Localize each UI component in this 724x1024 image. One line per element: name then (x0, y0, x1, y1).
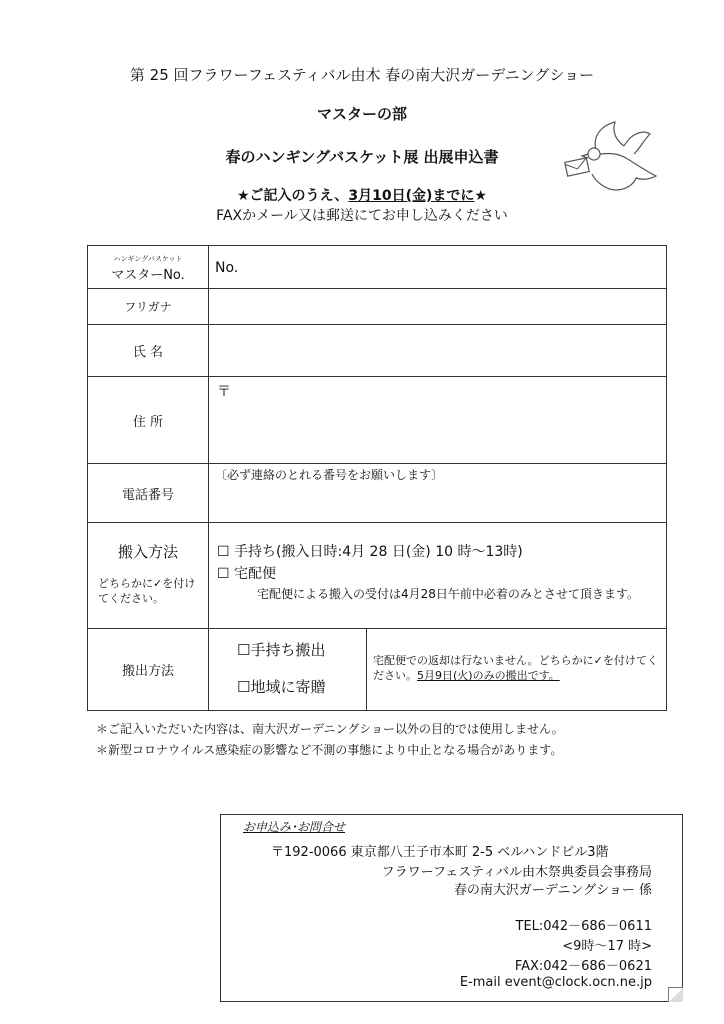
delivery-out-note-cell (367, 629, 667, 711)
delivery-out-note-a: 宅配便での返却は行ないません。どちらかに✓を付けてください。 (373, 654, 658, 682)
checkbox-icon[interactable]: ☐ (237, 678, 251, 696)
master-no-label (88, 246, 209, 289)
delivery-in-label-cell (88, 523, 209, 629)
section-title: マスターの部 (316, 105, 407, 123)
delivery-out-opt2-text: 地域に寄贈 (250, 678, 326, 696)
checkbox-icon[interactable]: ☐ (217, 566, 230, 582)
delivery-out-note-b: 5月9日(火)のみの搬出です。 (417, 669, 560, 682)
contact-box (220, 814, 683, 1002)
delivery-out-opt1-text: 手持ち搬出 (250, 641, 326, 659)
delivery-in-options (209, 523, 667, 629)
delivery-out-options (209, 629, 367, 711)
delivery-in-opt1-text: 手持ち(搬入日時:4月 28 日(金) 10 時～13時) (234, 544, 523, 560)
contact-email[interactable]: E-mail event@clock.ocn.ne.jp (459, 975, 652, 990)
address-field[interactable] (209, 377, 667, 464)
delivery-in-label: 搬入方法 (117, 543, 178, 561)
master-no-ruby: ハンギングバスケット (113, 254, 183, 263)
phone-label: 電話番号 (88, 464, 209, 523)
delivery-in-opt2-note: 宅配便による搬入の受付は4月28日午前中必着のみとさせて頂きます。 (257, 587, 639, 601)
phone-field[interactable] (209, 464, 667, 523)
event-title: 第 25 回フラワーフェスティバル由木 春の南大沢ガーデニングショー (129, 66, 595, 84)
address-label: 住 所 (88, 377, 209, 464)
master-no-label-text: マスターNo. (111, 267, 185, 283)
page-curl-decoration (668, 987, 683, 1002)
name-label: 氏 名 (88, 325, 209, 377)
deadline-prefix: ★ご記入のうえ、 (237, 188, 349, 204)
contact-heading: お申込み･お問合せ (243, 820, 346, 834)
application-form (87, 245, 667, 711)
delivery-in-opt2-text: 宅配便 (234, 566, 277, 582)
postal-mark: 〒 (217, 384, 231, 400)
delivery-in-opt1[interactable] (209, 523, 666, 561)
contact-fax: FAX:042－686－0621 (514, 959, 652, 974)
footnote-privacy: ＊ご記入いただいた内容は、南大沢ガーデニングショー以外の目的では使用しません。 (96, 722, 564, 736)
delivery-out-opt1[interactable] (209, 629, 366, 660)
delivery-out-note (367, 629, 666, 683)
contact-hours: <9時～17 時> (562, 939, 652, 954)
contact-dept: 春の南大沢ガーデニングショー 係 (453, 883, 652, 898)
deadline-suffix: ★ (474, 188, 487, 204)
delivery-out-opt2[interactable] (209, 660, 366, 697)
phone-note: 〔必ず連絡のとれる番号をお願いします〕 (215, 468, 444, 482)
contact-org: フラワーフェスティバル由木祭典委員会事務局 (381, 865, 652, 880)
footnote-cancellation: ＊新型コロナウイルス感染症の影響など不測の事態により中止となる場合があります。 (96, 743, 563, 757)
checkbox-icon[interactable]: ☐ (217, 544, 230, 560)
checkbox-icon[interactable]: ☐ (237, 641, 251, 659)
deadline-date: 3月10日(金)までに (348, 188, 475, 204)
contact-address: 〒192-0066 東京都八王子市本町 2-5 ベルハンドビル3階 (271, 845, 609, 860)
delivery-in-note: どちらかに✓を付けてください。 (98, 577, 196, 605)
master-no-field[interactable] (209, 246, 667, 289)
deadline-line (0, 185, 724, 205)
delivery-out-label: 搬出方法 (88, 629, 209, 711)
contact-tel: TEL:042－686－0611 (515, 919, 652, 934)
submission-note: FAXかメール又は郵送にてお申し込みください (216, 208, 508, 224)
form-title: 春のハンギングバスケット展 出展申込書 (225, 148, 499, 166)
name-field[interactable] (209, 325, 667, 377)
furigana-field[interactable] (209, 289, 667, 325)
furigana-label: フリガナ (88, 289, 209, 325)
delivery-in-opt2[interactable] (209, 561, 666, 583)
master-no-prefix: No. (215, 260, 239, 276)
